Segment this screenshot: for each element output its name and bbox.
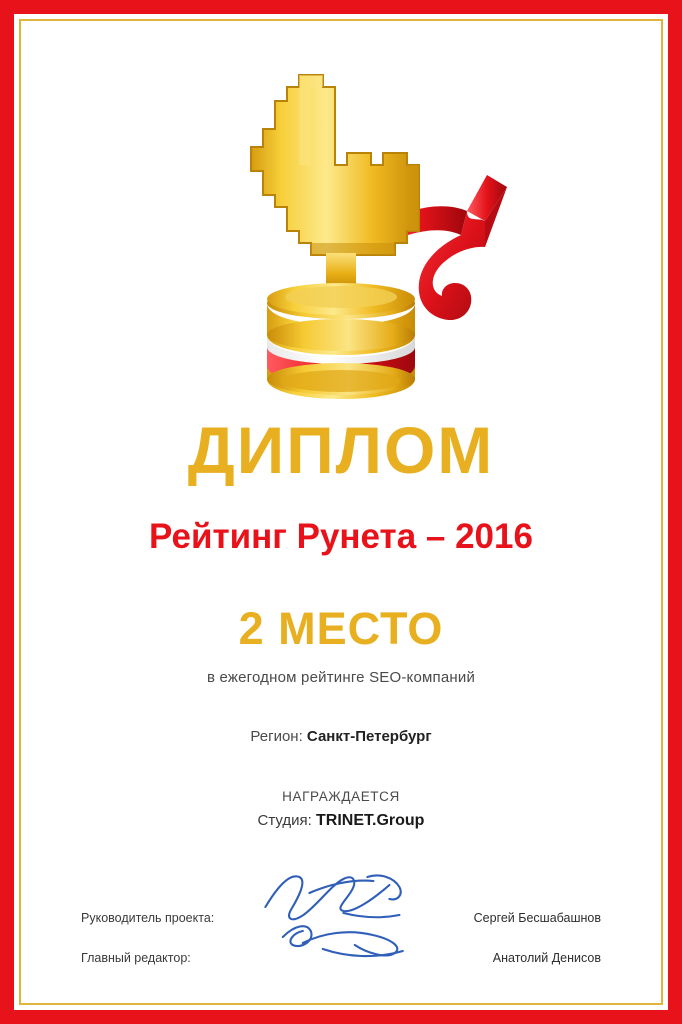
rating-subtitle: Рейтинг Рунета – 2016: [149, 517, 533, 556]
signature-row: [81, 903, 601, 925]
handwritten-signature-icon: [247, 863, 427, 929]
region-label: Регион:: [250, 728, 303, 745]
pixel-cursor-hand-trophy-icon: [171, 35, 511, 405]
handwritten-signature-icon: [263, 919, 433, 965]
place-caption: в ежегодном рейтинге SEO-компаний: [206, 669, 476, 686]
trophy-base: [267, 283, 415, 399]
trophy-illustration: [21, 35, 661, 415]
cursor-hand-icon: [251, 75, 419, 255]
region-line: [21, 728, 661, 745]
signature-area: [81, 903, 601, 965]
studio-line: [21, 812, 661, 830]
certificate-inner: [21, 21, 661, 1003]
studio-value: TRINET.Group: [316, 812, 425, 829]
awarded-label: НАГРАЖДАЕТСЯ: [282, 789, 400, 804]
page-title: ДИПЛОМ: [187, 413, 495, 487]
studio-label: Студия:: [257, 812, 312, 829]
signature-role: Главный редактор:: [81, 951, 191, 965]
signature-name: Анатолий Денисов: [492, 951, 601, 965]
region-value: Санкт-Петербург: [306, 728, 432, 745]
signature-role: Руководитель проекта:: [81, 911, 215, 925]
signature-name: Сергей Бесшабашнов: [473, 911, 601, 925]
place-award: 2 МЕСТО: [238, 603, 444, 654]
certificate-text-block: [21, 413, 661, 830]
signature-row: [81, 943, 601, 965]
